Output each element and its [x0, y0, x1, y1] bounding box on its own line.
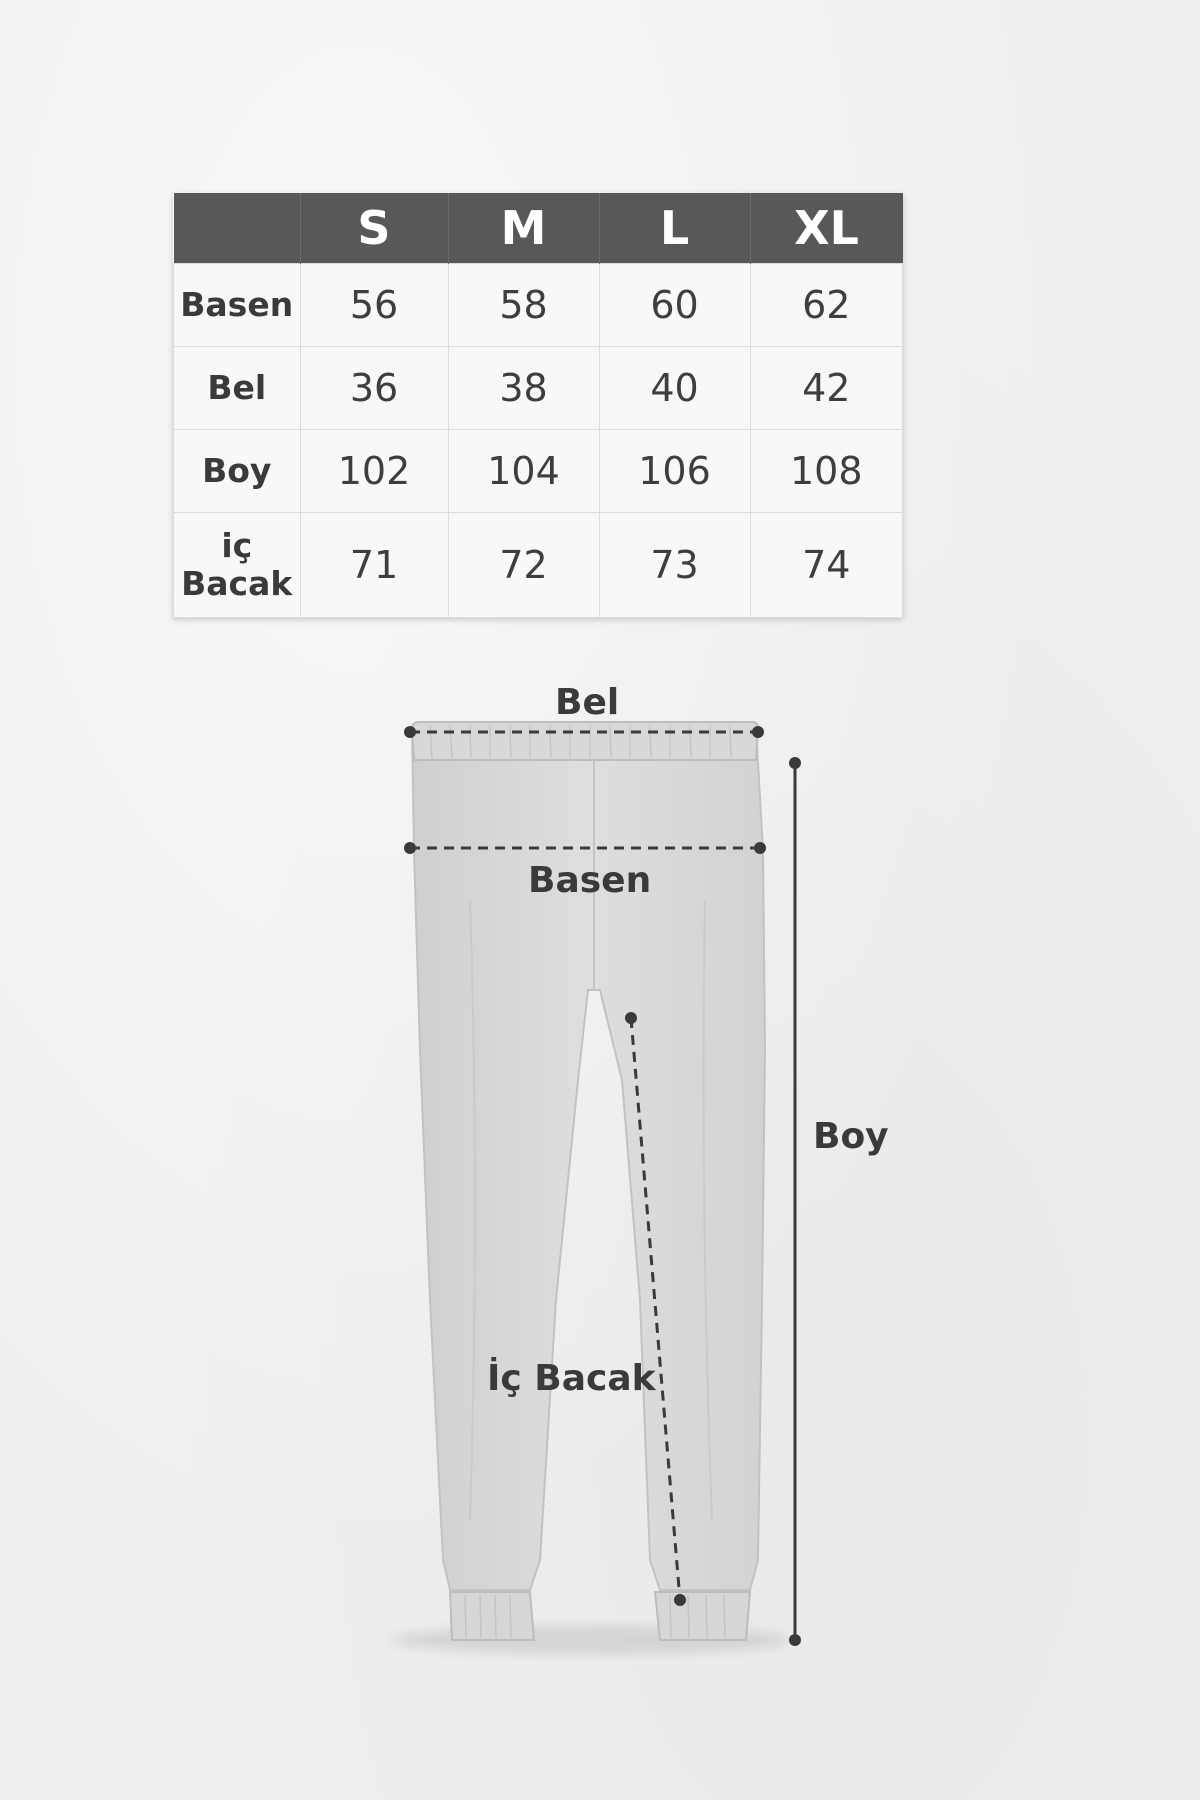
measure-length [789, 757, 801, 1646]
size-header-s: S [300, 193, 448, 264]
cell-bel-l: 40 [599, 347, 750, 430]
pants-cuff-left [450, 1592, 534, 1640]
cell-boy-l: 106 [599, 430, 750, 513]
cell-basen-s: 56 [300, 264, 448, 347]
row-label-ic-bacak-line2: Bacak [181, 564, 293, 603]
label-inseam: İç Bacak [487, 1358, 656, 1399]
cell-bel-s: 36 [300, 347, 448, 430]
pants-body [412, 728, 765, 1590]
cell-boy-m: 104 [448, 430, 599, 513]
label-length: Boy [813, 1116, 889, 1157]
cell-ic-bacak-m: 72 [448, 513, 599, 618]
size-header-l: L [599, 193, 750, 264]
pants-waistband [412, 722, 758, 760]
cell-bel-m: 38 [448, 347, 599, 430]
cell-boy-xl: 108 [750, 430, 903, 513]
label-hip: Basen [528, 860, 652, 901]
cell-basen-xl: 62 [750, 264, 903, 347]
cell-bel-xl: 42 [750, 347, 903, 430]
label-waist: Bel [555, 682, 620, 723]
row-label-boy: Boy [174, 430, 301, 513]
cell-boy-s: 102 [300, 430, 448, 513]
size-header-xl: XL [750, 193, 903, 264]
row-label-ic-bacak-line1: iç [221, 526, 253, 565]
cell-ic-bacak-s: 71 [300, 513, 448, 618]
pants-cuff-right [655, 1592, 750, 1640]
cell-ic-bacak-xl: 74 [750, 513, 903, 618]
row-label-basen: Basen [174, 264, 301, 347]
cell-basen-m: 58 [448, 264, 599, 347]
cell-basen-l: 60 [599, 264, 750, 347]
size-header-m: M [448, 193, 599, 264]
cell-ic-bacak-l: 73 [599, 513, 750, 618]
row-label-bel: Bel [174, 347, 301, 430]
